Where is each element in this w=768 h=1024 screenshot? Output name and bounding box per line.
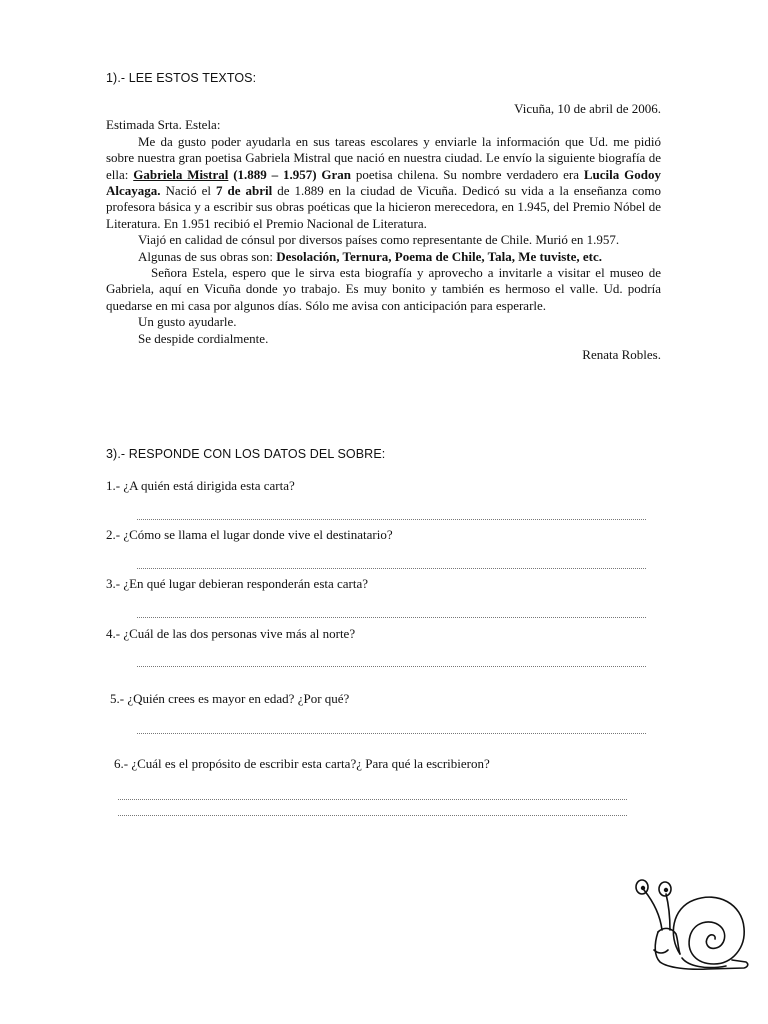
answer-line-2[interactable] bbox=[137, 568, 646, 569]
question-6: 6.- ¿Cuál es el propósito de escribir esta carta?¿ Para qué la escribieron? bbox=[114, 756, 490, 771]
section-1-title: 1).- LEE ESTOS TEXTOS: bbox=[106, 71, 257, 85]
letter-signature: Renata Robles. bbox=[582, 347, 661, 363]
letter-paragraph-4: Señora Estela, espero que le sirva esta biografía y aprovecho a invitarle a visitar el museo de Gabriela, aquí en Vicuña donde yo trabajo. Es muy bonito y también es hermoso el valle. Ud. podría quedarse en mi casa por algunos días. Sólo me avisa con anticipación para esperarle. bbox=[106, 265, 661, 313]
question-4: 4.- ¿Cuál de las dos personas vive más al norte? bbox=[106, 626, 356, 641]
poet-name: Gabriela Mistral bbox=[133, 166, 229, 182]
letter-place-date: Vicuña, 10 de abril de 2006. bbox=[514, 101, 661, 116]
poet-birthday: 7 de abril bbox=[215, 183, 273, 199]
answer-line-6b[interactable] bbox=[118, 815, 627, 816]
poet-works: Desolación, Ternura, Poema de Chile, Tala, Me tuviste, etc. bbox=[276, 248, 602, 264]
letter-paragraph-2: Viajó en calidad de cónsul por diversos países como representante de Chile. Murió en 1.957. bbox=[138, 232, 620, 248]
section-3-title: 3).- RESPONDE CON LOS DATOS DEL SOBRE: bbox=[106, 447, 386, 461]
letter-closing-1: Un gusto ayudarle. bbox=[138, 314, 237, 330]
question-5: 5.- ¿Quién crees es mayor en edad? ¿Por qué? bbox=[110, 691, 350, 706]
question-2: 2.- ¿Cómo se llama el lugar donde vive el destinatario? bbox=[106, 527, 393, 542]
poet-dates: (1.889 – 1.957) Gran bbox=[228, 166, 352, 182]
answer-line-3[interactable] bbox=[137, 617, 646, 618]
poet-real-name: Lucila Godoy Alcayaga. bbox=[106, 166, 661, 199]
p1-text-b: poetisa chilena. Su nombre verdadero era bbox=[351, 166, 584, 182]
question-1: 1.- ¿A quién está dirigida esta carta? bbox=[106, 478, 295, 493]
letter-closing-2: Se despide cordialmente. bbox=[138, 330, 269, 346]
p3-text: Algunas de sus obras son: bbox=[138, 248, 277, 264]
p1-text-c: Nació el bbox=[160, 183, 216, 199]
letter-text bbox=[106, 101, 661, 364]
answer-line-6a[interactable] bbox=[118, 799, 627, 800]
letter-greeting: Estimada Srta. Estela: bbox=[106, 117, 221, 133]
p1-text-a: Me da gusto poder ayudarla en sus tareas escolares y enviarle la información que Ud. me pidió sobre nuestra gran poetisa Gabriela Mistral que nació en nuestra ciudad. Le envío la siguiente biografía de ella: bbox=[106, 133, 661, 182]
letter-paragraph-3 bbox=[106, 249, 661, 265]
answer-line-1[interactable] bbox=[137, 519, 646, 520]
p1-text-d: de 1.889 en la ciudad de Vicuña. Dedicó su vida a la enseñanza como profesora básica y a escribir sus obras poéticas que la hicieron merecedora, en 1.945, del Premio Nóbel de Literatura. En 1.951 recibió el Premio Nacional de Literatura. bbox=[106, 183, 662, 231]
question-3: 3.- ¿En qué lugar debieran responderán esta carta? bbox=[106, 576, 369, 591]
answer-line-5[interactable] bbox=[137, 733, 646, 734]
answer-line-4[interactable] bbox=[137, 666, 646, 667]
letter-paragraph-1 bbox=[106, 134, 661, 232]
snail-illustration bbox=[628, 874, 754, 974]
